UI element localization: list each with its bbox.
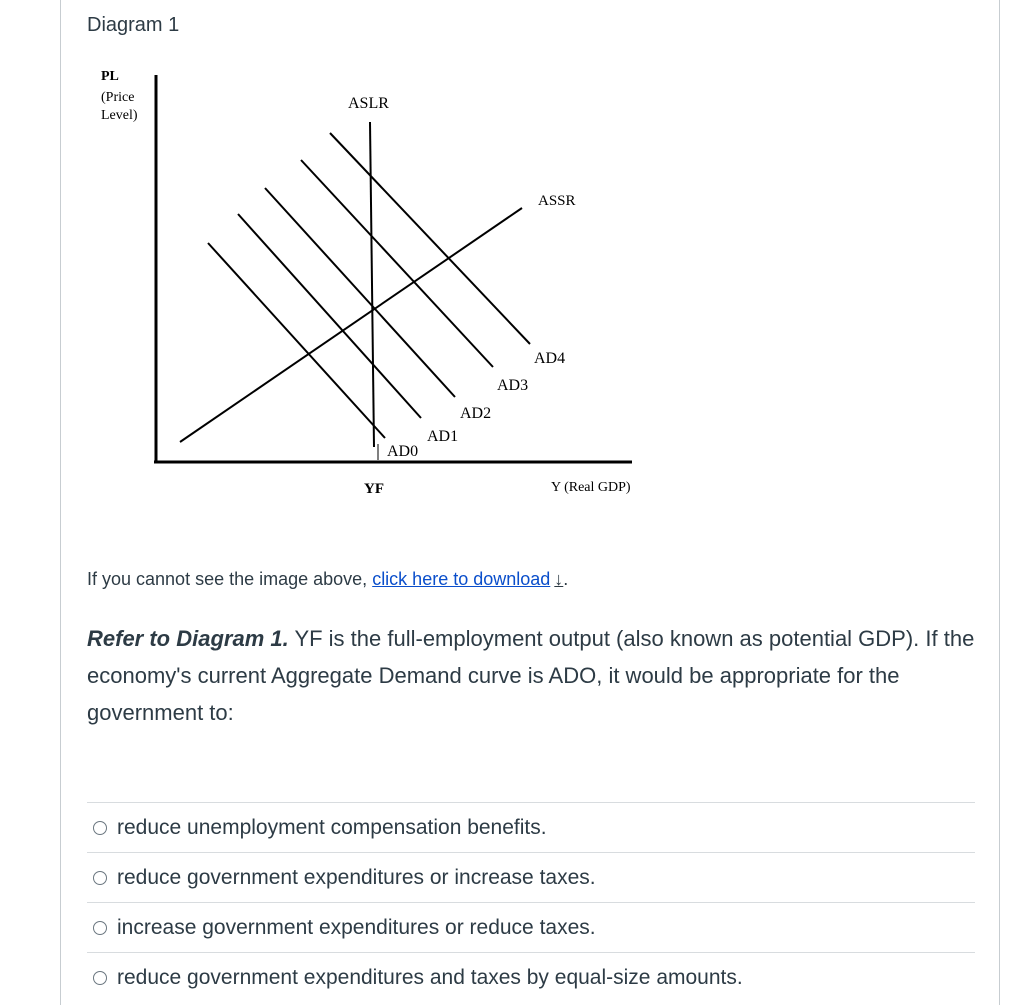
radio-button[interactable] [93, 921, 107, 935]
radio-button[interactable] [93, 871, 107, 885]
y-axis-label-pl: PL [101, 69, 119, 84]
question-reference: Refer to Diagram 1. [87, 626, 289, 651]
question-body: YF is the full-employment output (also known as potential GDP). If the economy's current Aggregate Demand curve is ADO, it would be appropriate for the government to: [87, 626, 975, 725]
answer-option[interactable] [87, 953, 975, 1002]
y-axis-label-price: (Price [101, 90, 135, 105]
ad2-label: AD2 [460, 405, 492, 422]
answer-option[interactable] [87, 803, 975, 853]
radio-button[interactable] [93, 971, 107, 985]
diagram-title: Diagram 1 [87, 14, 180, 36]
ad1-label: AD1 [427, 428, 459, 445]
aslr-label: ASLR [348, 95, 389, 112]
x-axis-label: Y (Real GDP) [551, 480, 631, 495]
y-axis-label-level: Level) [101, 108, 138, 123]
download-prefix: If you cannot see the image above, [87, 569, 373, 589]
download-link[interactable]: click here to download [372, 569, 551, 589]
yf-label: YF [364, 481, 384, 497]
ad3-label: AD3 [497, 377, 529, 394]
aslr-line [370, 122, 374, 447]
ad0-line [208, 243, 385, 438]
answer-label[interactable]: increase government expenditures or reduce taxes. [117, 915, 596, 939]
ad0-label: AD0 [387, 443, 419, 460]
download-suffix: . [563, 569, 569, 589]
answer-option[interactable] [87, 903, 975, 953]
answer-list [87, 802, 975, 1002]
ad4-line [330, 133, 530, 344]
answer-label[interactable]: reduce government expenditures or increase taxes. [117, 865, 596, 889]
ad1-line [238, 214, 421, 418]
assr-label: ASSR [538, 193, 576, 209]
answer-option[interactable] [87, 853, 975, 903]
ad2-line [265, 188, 455, 397]
radio-button[interactable] [93, 821, 107, 835]
answer-label[interactable]: reduce unemployment compensation benefits. [117, 815, 547, 839]
download-arrow-icon[interactable]: ↓ [554, 569, 564, 589]
answer-label[interactable]: reduce government expenditures and taxes by equal-size amounts. [117, 965, 743, 989]
ad3-line [301, 160, 493, 367]
ad4-label: AD4 [534, 350, 566, 367]
download-line [87, 569, 568, 590]
question-text [87, 620, 982, 731]
